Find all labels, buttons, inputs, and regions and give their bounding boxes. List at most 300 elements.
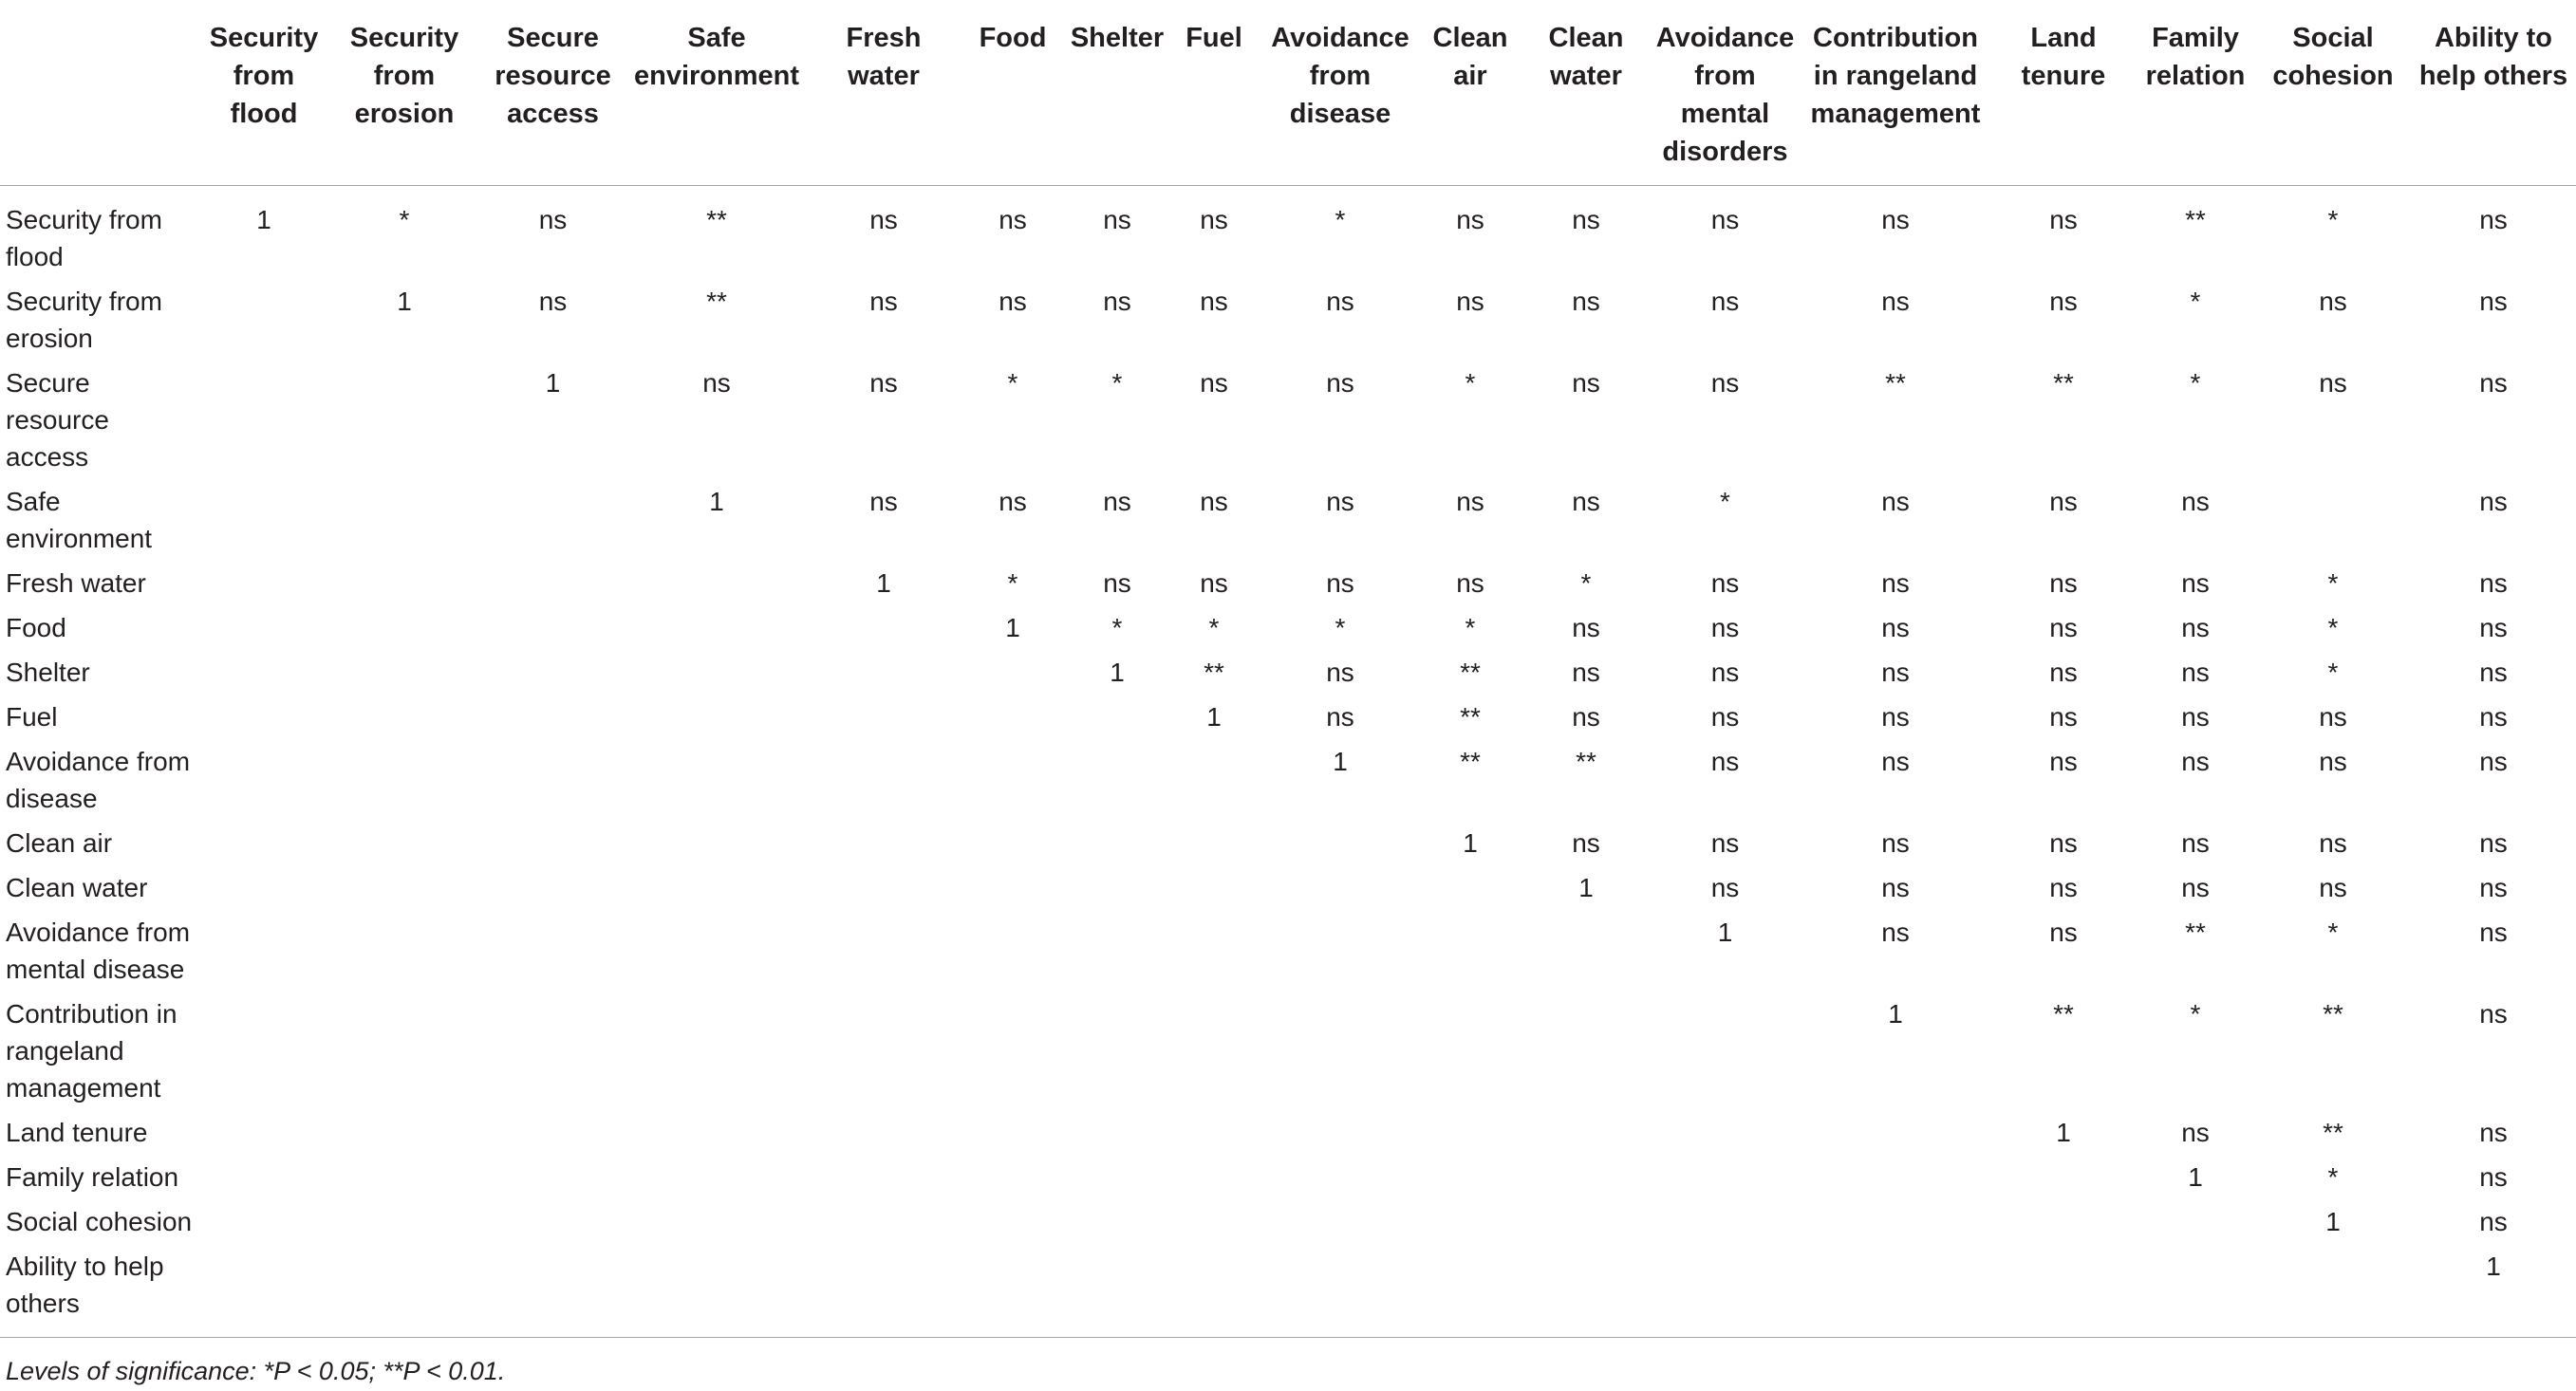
table-cell: [624, 1199, 810, 1244]
column-header: Avoidance from mental disorders: [1651, 0, 1800, 185]
table-cell: [201, 910, 327, 992]
table-cell: [958, 910, 1068, 992]
column-header: Contribution in rangeland management: [1800, 0, 1991, 185]
table-cell: [482, 650, 624, 695]
column-header: Shelter: [1068, 0, 1167, 185]
table-cell: ns: [1572, 827, 1600, 858]
table-cell: ns: [1572, 486, 1600, 516]
row-label: Safe environment: [6, 486, 153, 553]
table-cell: [482, 1244, 624, 1338]
row-label: Family relation: [6, 1161, 179, 1192]
row-label: Social cohesion: [6, 1206, 193, 1236]
table-cell: [1068, 1110, 1167, 1155]
table-cell: ns: [1881, 701, 1910, 732]
table-cell: [327, 695, 482, 739]
table-cell: ns: [2181, 567, 2210, 598]
table-cell: ns: [1326, 701, 1354, 732]
table-cell: ns: [1710, 746, 1740, 776]
row-label: Contribution in rangeland management: [6, 998, 177, 1103]
table-cell: ns: [2479, 746, 2508, 776]
table-cell: [1991, 1244, 2136, 1338]
table-cell: ns: [2049, 612, 2078, 642]
table-cell: [1068, 1199, 1167, 1244]
table-cell: ns: [2479, 872, 2508, 902]
table-row: [0, 361, 2576, 479]
table-cell: [1167, 739, 1261, 821]
column-header: Land tenure: [1991, 0, 2136, 185]
table-row: [0, 561, 2576, 605]
table-cell: ns: [1456, 567, 1484, 598]
table-cell: ns: [2181, 827, 2210, 858]
table-cell: ns: [2049, 567, 2078, 598]
table-cell: ns: [1200, 204, 1228, 234]
table-cell: *: [2190, 367, 2201, 398]
table-cell: ns: [1572, 367, 1600, 398]
table-cell: [2136, 1199, 2255, 1244]
table-cell: ns: [1881, 204, 1910, 234]
table-cell: **: [2323, 1117, 2343, 1147]
table-cell: [1261, 865, 1419, 910]
table-cell: [482, 910, 624, 992]
row-label: Avoidance from disease: [6, 746, 191, 813]
table-cell: [958, 1110, 1068, 1155]
table-cell: [482, 821, 624, 865]
table-cell: [482, 479, 624, 561]
table-cell: [1651, 1244, 1800, 1338]
table-cell: *: [2327, 204, 2339, 234]
table-cell: *: [2327, 657, 2339, 687]
table-cell: [201, 1110, 327, 1155]
table-cell: [327, 910, 482, 992]
table-row: [0, 695, 2576, 739]
table-cell: ns: [1881, 567, 1910, 598]
table-cell: ns: [2049, 872, 2078, 902]
table-cell: [1419, 1244, 1521, 1338]
table-cell: [201, 821, 327, 865]
table-cell: ns: [2479, 917, 2508, 947]
table-row: [0, 185, 2576, 279]
table-cell: ns: [1200, 486, 1228, 516]
table-cell: [201, 992, 327, 1110]
table-cell: [1261, 992, 1419, 1110]
table-cell: ns: [999, 286, 1027, 316]
column-header: Family relation: [2136, 0, 2255, 185]
table-cell: [810, 992, 958, 1110]
column-header: Social cohesion: [2255, 0, 2411, 185]
table-cell: ns: [1710, 612, 1740, 642]
table-cell: ns: [1710, 827, 1740, 858]
table-cell: *: [1208, 612, 1220, 642]
column-header: Safe environment: [624, 0, 810, 185]
table-cell: [1261, 910, 1419, 992]
table-cell: [958, 739, 1068, 821]
table-cell: [1651, 992, 1800, 1110]
table-cell: [2255, 1244, 2411, 1338]
table-cell: [1521, 992, 1651, 1110]
table-cell: *: [2327, 612, 2339, 642]
table-cell: [1419, 1199, 1521, 1244]
table-cell: ns: [2479, 1117, 2508, 1147]
table-cell: ns: [1103, 286, 1131, 316]
table-cell: ns: [2479, 286, 2508, 316]
table-cell: [201, 561, 327, 605]
row-label: Secure resource access: [6, 367, 109, 472]
table-cell: 1: [2325, 1206, 2341, 1236]
table-cell: ns: [2049, 286, 2078, 316]
table-cell: [327, 479, 482, 561]
table-cell: [1419, 1155, 1521, 1199]
table-cell: ns: [1710, 286, 1740, 316]
table-cell: [958, 865, 1068, 910]
table-cell: ns: [2319, 827, 2347, 858]
table-cell: ns: [999, 204, 1027, 234]
table-cell: [624, 865, 810, 910]
table-cell: 1: [2188, 1161, 2203, 1192]
table-cell: 1: [397, 286, 412, 316]
table-cell: ns: [2181, 486, 2210, 516]
table-cell: *: [1111, 612, 1123, 642]
table-cell: 1: [545, 367, 561, 398]
table-cell: [1068, 992, 1167, 1110]
table-cell: ns: [538, 286, 568, 316]
table-cell: [624, 1110, 810, 1155]
table-cell: [624, 821, 810, 865]
table-cell: ns: [1710, 701, 1740, 732]
table-cell: [1521, 1155, 1651, 1199]
table-cell: [1991, 1199, 2136, 1244]
table-row: [0, 479, 2576, 561]
table-cell: ns: [999, 486, 1027, 516]
column-header: Avoidance from disease: [1261, 0, 1419, 185]
table-row: [0, 865, 2576, 910]
table-cell: [1167, 992, 1261, 1110]
table-cell: [327, 561, 482, 605]
table-cell: ns: [2479, 612, 2508, 642]
table-cell: ns: [1103, 486, 1131, 516]
table-cell: [1068, 695, 1167, 739]
table-cell: *: [1465, 612, 1476, 642]
table-cell: ns: [1572, 701, 1600, 732]
table-cell: ns: [1710, 872, 1740, 902]
table-cell: [624, 1155, 810, 1199]
table-cell: [1521, 1199, 1651, 1244]
table-cell: [1167, 1244, 1261, 1338]
column-header: Clean water: [1521, 0, 1651, 185]
table-cell: [1800, 1155, 1991, 1199]
table-cell: [327, 865, 482, 910]
table-cell: 1: [1888, 998, 1903, 1029]
table-cell: [327, 1110, 482, 1155]
table-row: [0, 605, 2576, 650]
table-cell: ns: [2049, 917, 2078, 947]
table-cell: ns: [2479, 1206, 2508, 1236]
table-cell: ns: [1710, 367, 1740, 398]
table-cell: ns: [869, 286, 898, 316]
table-cell: [624, 695, 810, 739]
table-cell: ns: [2479, 827, 2508, 858]
table-cell: ns: [2181, 612, 2210, 642]
table-cell: [201, 279, 327, 361]
table-cell: ns: [2319, 367, 2347, 398]
table-cell: [810, 605, 958, 650]
table-cell: ns: [1710, 567, 1740, 598]
row-label: Ability to help others: [0, 1244, 201, 1338]
table-cell: [327, 992, 482, 1110]
table-cell: *: [1465, 367, 1476, 398]
table-cell: 1: [1110, 657, 1125, 687]
table-cell: [810, 650, 958, 695]
table-cell: [1651, 1155, 1800, 1199]
table-cell: ns: [1200, 567, 1228, 598]
table-cell: *: [2327, 567, 2339, 598]
table-cell: [1800, 1244, 1991, 1338]
table-cell: **: [2053, 367, 2074, 398]
row-label: Clean air: [6, 827, 113, 858]
table-cell: ns: [1572, 286, 1600, 316]
table-cell: [2136, 1244, 2255, 1338]
table-cell: ns: [1200, 367, 1228, 398]
table-cell: ns: [2049, 486, 2078, 516]
table-cell: [1167, 1199, 1261, 1244]
table-cell: 1: [1005, 612, 1020, 642]
table-cell: [201, 479, 327, 561]
table-cell: [482, 1110, 624, 1155]
table-cell: 1: [1717, 917, 1733, 947]
table-cell: ns: [869, 204, 898, 234]
table-cell: [1521, 1244, 1651, 1338]
table-cell: ns: [1103, 204, 1131, 234]
table-cell: ns: [2181, 1117, 2210, 1147]
table-row: [0, 1155, 2576, 1199]
table-cell: *: [1111, 367, 1123, 398]
table-cell: [1068, 1155, 1167, 1199]
table-cell: [1068, 910, 1167, 992]
table-cell: ns: [2479, 486, 2508, 516]
row-label: Fuel: [6, 701, 58, 732]
table-cell: [624, 1244, 810, 1338]
table-cell: [1167, 821, 1261, 865]
table-cell: ns: [1326, 367, 1354, 398]
table-cell: [810, 1199, 958, 1244]
table-cell: ns: [2479, 998, 2508, 1029]
table-cell: **: [706, 286, 727, 316]
table-cell: **: [2185, 917, 2206, 947]
table-cell: [1167, 1110, 1261, 1155]
table-cell: [810, 739, 958, 821]
table-cell: [327, 605, 482, 650]
column-header: Fresh water: [810, 0, 958, 185]
table-cell: ns: [1326, 486, 1354, 516]
table-cell: [810, 821, 958, 865]
table-cell: *: [2190, 998, 2201, 1029]
table-cell: *: [1720, 486, 1730, 516]
table-cell: [810, 1110, 958, 1155]
corner-header: [0, 0, 201, 185]
table-cell: ns: [2049, 701, 2078, 732]
table-cell: [810, 865, 958, 910]
table-cell: ns: [1326, 657, 1354, 687]
table-cell: ns: [1326, 286, 1354, 316]
table-cell: 1: [709, 486, 724, 516]
table-cell: [482, 1199, 624, 1244]
table-cell: ns: [1572, 204, 1600, 234]
table-cell: ns: [2319, 872, 2347, 902]
column-header: Clean air: [1419, 0, 1521, 185]
table-cell: [201, 605, 327, 650]
table-cell: [201, 739, 327, 821]
column-header: Ability to help others: [2411, 0, 2576, 185]
table-cell: ns: [1881, 917, 1910, 947]
table-cell: [1167, 865, 1261, 910]
table-cell: ns: [2479, 567, 2508, 598]
table-cell: 1: [2056, 1117, 2071, 1147]
table-cell: [1991, 1155, 2136, 1199]
table-cell: [624, 561, 810, 605]
table-cell: ns: [1456, 286, 1484, 316]
table-row: [0, 739, 2576, 821]
table-cell: [1068, 1244, 1167, 1338]
table-cell: ns: [2479, 204, 2508, 234]
table-cell: **: [2323, 998, 2343, 1029]
table-cell: ns: [869, 367, 898, 398]
table-cell: [1800, 1199, 1991, 1244]
table-cell: [1068, 865, 1167, 910]
table-cell: 1: [1333, 746, 1348, 776]
table-cell: ns: [1456, 204, 1484, 234]
table-cell: ns: [1200, 286, 1228, 316]
table-cell: ns: [2319, 286, 2347, 316]
table-cell: ns: [2181, 657, 2210, 687]
table-cell: ns: [2479, 701, 2508, 732]
table-row: [0, 1244, 2576, 1338]
table-cell: ns: [702, 367, 731, 398]
table-cell: [958, 1244, 1068, 1338]
table-cell: *: [1335, 204, 1346, 234]
row-label: Fresh water: [6, 567, 146, 598]
table-cell: ns: [1881, 286, 1910, 316]
table-cell: [958, 821, 1068, 865]
table-row: [0, 992, 2576, 1110]
table-cell: [482, 605, 624, 650]
table-cell: ns: [2049, 204, 2078, 234]
row-label: Avoidance from mental disease: [6, 917, 191, 984]
row-label: Security from flood: [6, 204, 162, 271]
table-cell: [1521, 910, 1651, 992]
table-cell: **: [2185, 204, 2206, 234]
column-header: Security from erosion: [327, 0, 482, 185]
table-cell: [1261, 1244, 1419, 1338]
table-cell: [201, 1155, 327, 1199]
table-cell: [1651, 1110, 1800, 1155]
row-label: Shelter: [6, 657, 90, 687]
table-cell: [1167, 1155, 1261, 1199]
table-row: [0, 821, 2576, 865]
table-cell: *: [2190, 286, 2201, 316]
table-cell: *: [1580, 567, 1592, 598]
table-cell: ns: [1881, 872, 1910, 902]
table-body: [0, 185, 2576, 1337]
table-cell: [482, 992, 624, 1110]
table-cell: [201, 865, 327, 910]
table-cell: ns: [1881, 746, 1910, 776]
significance-footnote: Levels of significance: *P < 0.05; **P < 0.01.: [6, 1357, 506, 1385]
table-cell: [1651, 1199, 1800, 1244]
table-cell: [1419, 992, 1521, 1110]
table-cell: ns: [2319, 746, 2347, 776]
table-cell: **: [706, 204, 727, 234]
table-cell: [327, 1199, 482, 1244]
table-cell: [201, 695, 327, 739]
table-cell: **: [1576, 746, 1596, 776]
table-cell: [201, 1244, 327, 1338]
column-header: Food: [958, 0, 1068, 185]
table-cell: [958, 1155, 1068, 1199]
table-cell: *: [1335, 612, 1346, 642]
table-cell: [624, 910, 810, 992]
table-cell: [1521, 1110, 1651, 1155]
table-cell: [1261, 1110, 1419, 1155]
table-row: [0, 279, 2576, 361]
table-cell: ns: [2319, 701, 2347, 732]
table-row: [0, 650, 2576, 695]
table-cell: [2255, 479, 2411, 561]
table-cell: ns: [1572, 657, 1600, 687]
table-cell: *: [399, 204, 410, 234]
table-cell: ns: [2049, 657, 2078, 687]
table-cell: ns: [869, 486, 898, 516]
table-cell: [482, 739, 624, 821]
table-cell: [624, 605, 810, 650]
table-cell: *: [2327, 1161, 2339, 1192]
table-cell: *: [1007, 367, 1018, 398]
table-cell: [958, 695, 1068, 739]
table-cell: [1261, 1199, 1419, 1244]
table-cell: ns: [2181, 746, 2210, 776]
table-row: [0, 1199, 2576, 1244]
table-cell: [201, 361, 327, 479]
table-cell: 1: [1578, 872, 1594, 902]
table-cell: 1: [2411, 1244, 2576, 1338]
row-label: Land tenure: [6, 1117, 148, 1147]
table-cell: [624, 650, 810, 695]
column-header: Security from flood: [201, 0, 327, 185]
table-cell: [1261, 821, 1419, 865]
table-cell: ns: [538, 204, 568, 234]
table-cell: ns: [2479, 657, 2508, 687]
table-cell: [1261, 1155, 1419, 1199]
table-cell: [624, 992, 810, 1110]
column-header: Secure resource access: [482, 0, 624, 185]
table-cell: ns: [1881, 612, 1910, 642]
table-cell: [327, 821, 482, 865]
table-cell: [1419, 910, 1521, 992]
table-cell: [958, 992, 1068, 1110]
table-cell: [327, 739, 482, 821]
table-cell: **: [1204, 657, 1224, 687]
table-row: [0, 910, 2576, 992]
table-cell: **: [1885, 367, 1906, 398]
table-cell: 1: [1463, 827, 1478, 858]
table-cell: [482, 865, 624, 910]
table-cell: ns: [2049, 746, 2078, 776]
table-cell: [810, 910, 958, 992]
table-cell: ns: [1456, 486, 1484, 516]
table-cell: ns: [1881, 486, 1910, 516]
table-cell: *: [1007, 567, 1018, 598]
header-row: [0, 0, 2576, 185]
row-label: Food: [6, 612, 66, 642]
table-cell: [624, 739, 810, 821]
